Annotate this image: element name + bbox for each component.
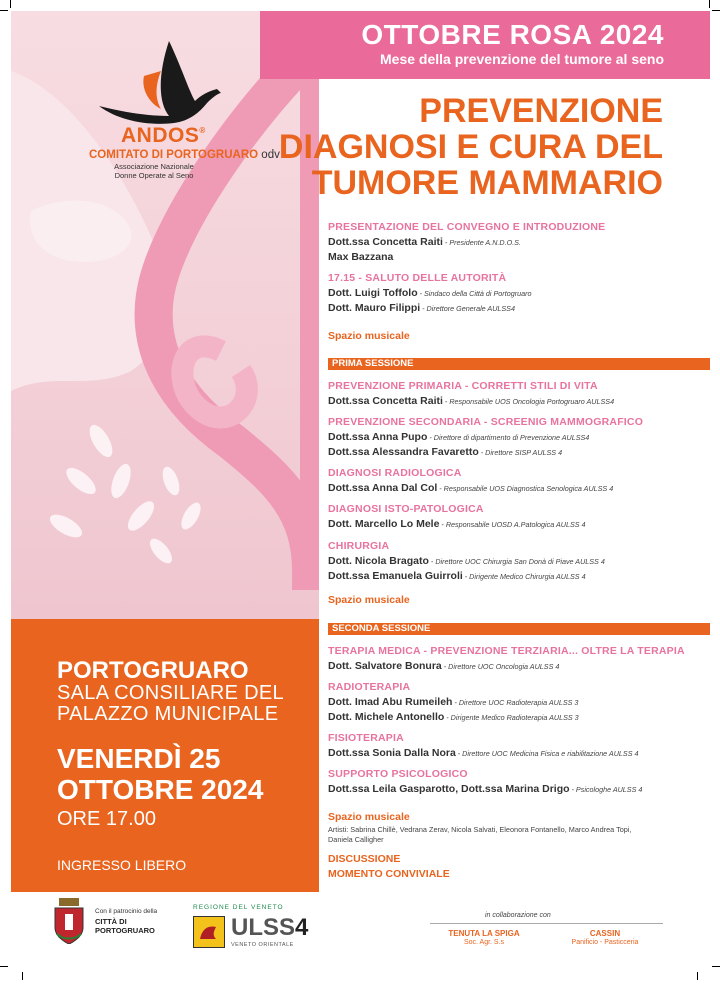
committee-name: COMITATO DI PORTOGRUARO odv	[89, 149, 280, 161]
event-info-block	[11, 619, 319, 892]
leaf-branch-icon	[46, 421, 204, 567]
divider	[430, 923, 663, 924]
artists-line: Artisti: Sabrina Chillè, Vedrana Zerav, Nicola Salvati, Eleonora Fontanello, Marco Andrea Topi,	[328, 825, 632, 834]
speaker-line: Dott.ssa Anna Dal Col - Responsabile UOS Diagnostica Senologica AULSS 4	[328, 482, 614, 494]
event-time: ORE 17.00	[57, 808, 156, 830]
speaker-line: Dott. Nicola Bragato - Direttore UOC Chirurgia San Donà di Piave AULSS 4	[328, 555, 605, 567]
association-description: Associazione Nazionale Donne Operate al Seno	[114, 162, 194, 180]
city-name: CITTÀ DI PORTOGRUARO	[95, 917, 155, 935]
speaker-line: Dott. Mauro Filippi - Direttore Generale AULSS4	[328, 302, 515, 314]
event-city: PORTOGRUARO	[57, 657, 249, 684]
crop-mark	[22, 972, 23, 980]
crop-mark	[10, 0, 11, 8]
header-subtitle: Mese della prevenzione del tumore al seno	[380, 51, 664, 67]
andos-logo-text: ANDOS®	[121, 124, 206, 147]
speaker-line: Dott.ssa Sonia Dalla Nora - Direttore UOC Medicina Fisica e riabilitazione AULSS 4	[328, 747, 639, 759]
sponsor-subtitle: Soc. Agr. S.s	[463, 939, 505, 946]
artists-line: Daniela Calligher	[328, 835, 384, 844]
event-venue: SALA CONSILIARE DEL PALAZZO MUNICIPALE	[57, 682, 284, 725]
session-2-bar: SECONDA SESSIONE	[328, 623, 710, 635]
crop-mark	[0, 10, 8, 11]
session-topic: DIAGNOSI RADIOLOGICA	[328, 467, 462, 479]
crop-mark	[712, 966, 720, 967]
speaker-line: Dott.ssa Concetta Raiti - Responsabile UOS Oncologia Portogruaro AULSS4	[328, 395, 615, 407]
speaker-line: Dott. Salvatore Bonura - Direttore UOC Oncologia AULSS 4	[328, 660, 560, 672]
speaker-line: Dott.ssa Anna Pupo - Direttore di dipartimento di Prevenzione AULSS4	[328, 431, 590, 443]
sponsor-name: TENUTA LA SPIGA	[448, 929, 520, 938]
crop-mark	[697, 972, 698, 980]
region-label: REGIONE DEL VENETO	[193, 904, 284, 911]
speaker-line: Dott.ssa Leila Gasparotto, Dott.ssa Marina Drigo - Psicologhe AULSS 4	[328, 783, 643, 795]
intro-heading: PRESENTAZIONE DEL CONVEGNO E INTRODUZIONE	[328, 221, 606, 233]
ulss-logo-text: ULSS4	[231, 914, 309, 941]
sponsor-name: CASSIN	[589, 929, 621, 938]
speaker-line: Dott. Imad Abu Rumeileh - Direttore UOC Radioterapia AULSS 3	[328, 696, 579, 708]
speaker-line: Dott.ssa Emanuela Guirroli - Dirigente Medico Chirurgia AULSS 4	[328, 570, 586, 582]
convivial-label: MOMENTO CONVIVIALE	[328, 868, 450, 880]
main-title: PREVENZIONE DIAGNOSI E CURA DEL TUMORE MAMMARIO	[278, 92, 663, 202]
speaker-line: Dott.ssa Alessandra Favaretto - Direttore SISP AULSS 4	[328, 446, 563, 458]
veneto-lion-icon	[193, 916, 225, 948]
music-break: Spazio musicale	[328, 594, 410, 606]
ribbon-loop	[182, 346, 247, 417]
header-band	[260, 11, 710, 79]
speaker-line: Dott. Luigi Toffolo - Sindaco della Città di Portogruaro	[328, 287, 532, 299]
event-date: VENERDÌ 25 OTTOBRE 2024	[57, 743, 264, 805]
patronage-label: Con il patrocinio della	[95, 908, 158, 915]
speaker-line: Dott. Michele Antonello - Dirigente Medico Radioterapia AULSS 3	[328, 711, 579, 723]
speaker-line: Dott. Marcello Lo Mele - Responsabile UOSD A.Patologica AULSS 4	[328, 518, 586, 530]
session-topic: RADIOTERAPIA	[328, 681, 411, 693]
session-topic: SUPPORTO PSICOLOGICO	[328, 768, 468, 780]
music-break: Spazio musicale	[328, 330, 410, 342]
poster	[11, 11, 710, 892]
session-topic: CHIRURGIA	[328, 540, 390, 552]
discussion-label: DISCUSSIONE	[328, 853, 401, 865]
session-topic: DIAGNOSI ISTO-PATOLOGICA	[328, 503, 484, 515]
crop-mark	[0, 966, 8, 967]
header-title: OTTOBRE ROSA 2024	[361, 19, 664, 50]
session-1-bar: PRIMA SESSIONE	[328, 358, 710, 370]
crop-mark	[712, 10, 720, 11]
speaker-line: Max Bazzana	[328, 251, 394, 263]
session-topic: TERAPIA MEDICA - PREVENZIONE TERZIARIA... OLTRE LA TERAPIA	[328, 645, 685, 657]
footer	[0, 892, 720, 999]
session-topic: FISIOTERAPIA	[328, 732, 404, 744]
sponsor-subtitle: Panificio - Pasticceria	[571, 939, 639, 946]
collaboration-label: in collaborazione con	[485, 912, 551, 919]
city-crest-icon	[53, 898, 85, 944]
session-topic: PREVENZIONE SECONDARIA - SCREENIG MAMMOGRAFICO	[328, 416, 644, 428]
ulss-subtitle: VENETO ORIENTALE	[231, 942, 294, 948]
music-break: Spazio musicale	[328, 811, 410, 823]
event-entry: INGRESSO LIBERO	[57, 857, 187, 873]
crop-mark	[709, 0, 710, 8]
authorities-heading: 17.15 - SALUTO DELLE AUTORITÀ	[328, 272, 507, 284]
session-topic: PREVENZIONE PRIMARIA - CORRETTI STILI DI VITA	[328, 380, 598, 392]
speaker-line: Dott.ssa Concetta Raiti - Presidente A.N.D.O.S.	[328, 236, 521, 248]
